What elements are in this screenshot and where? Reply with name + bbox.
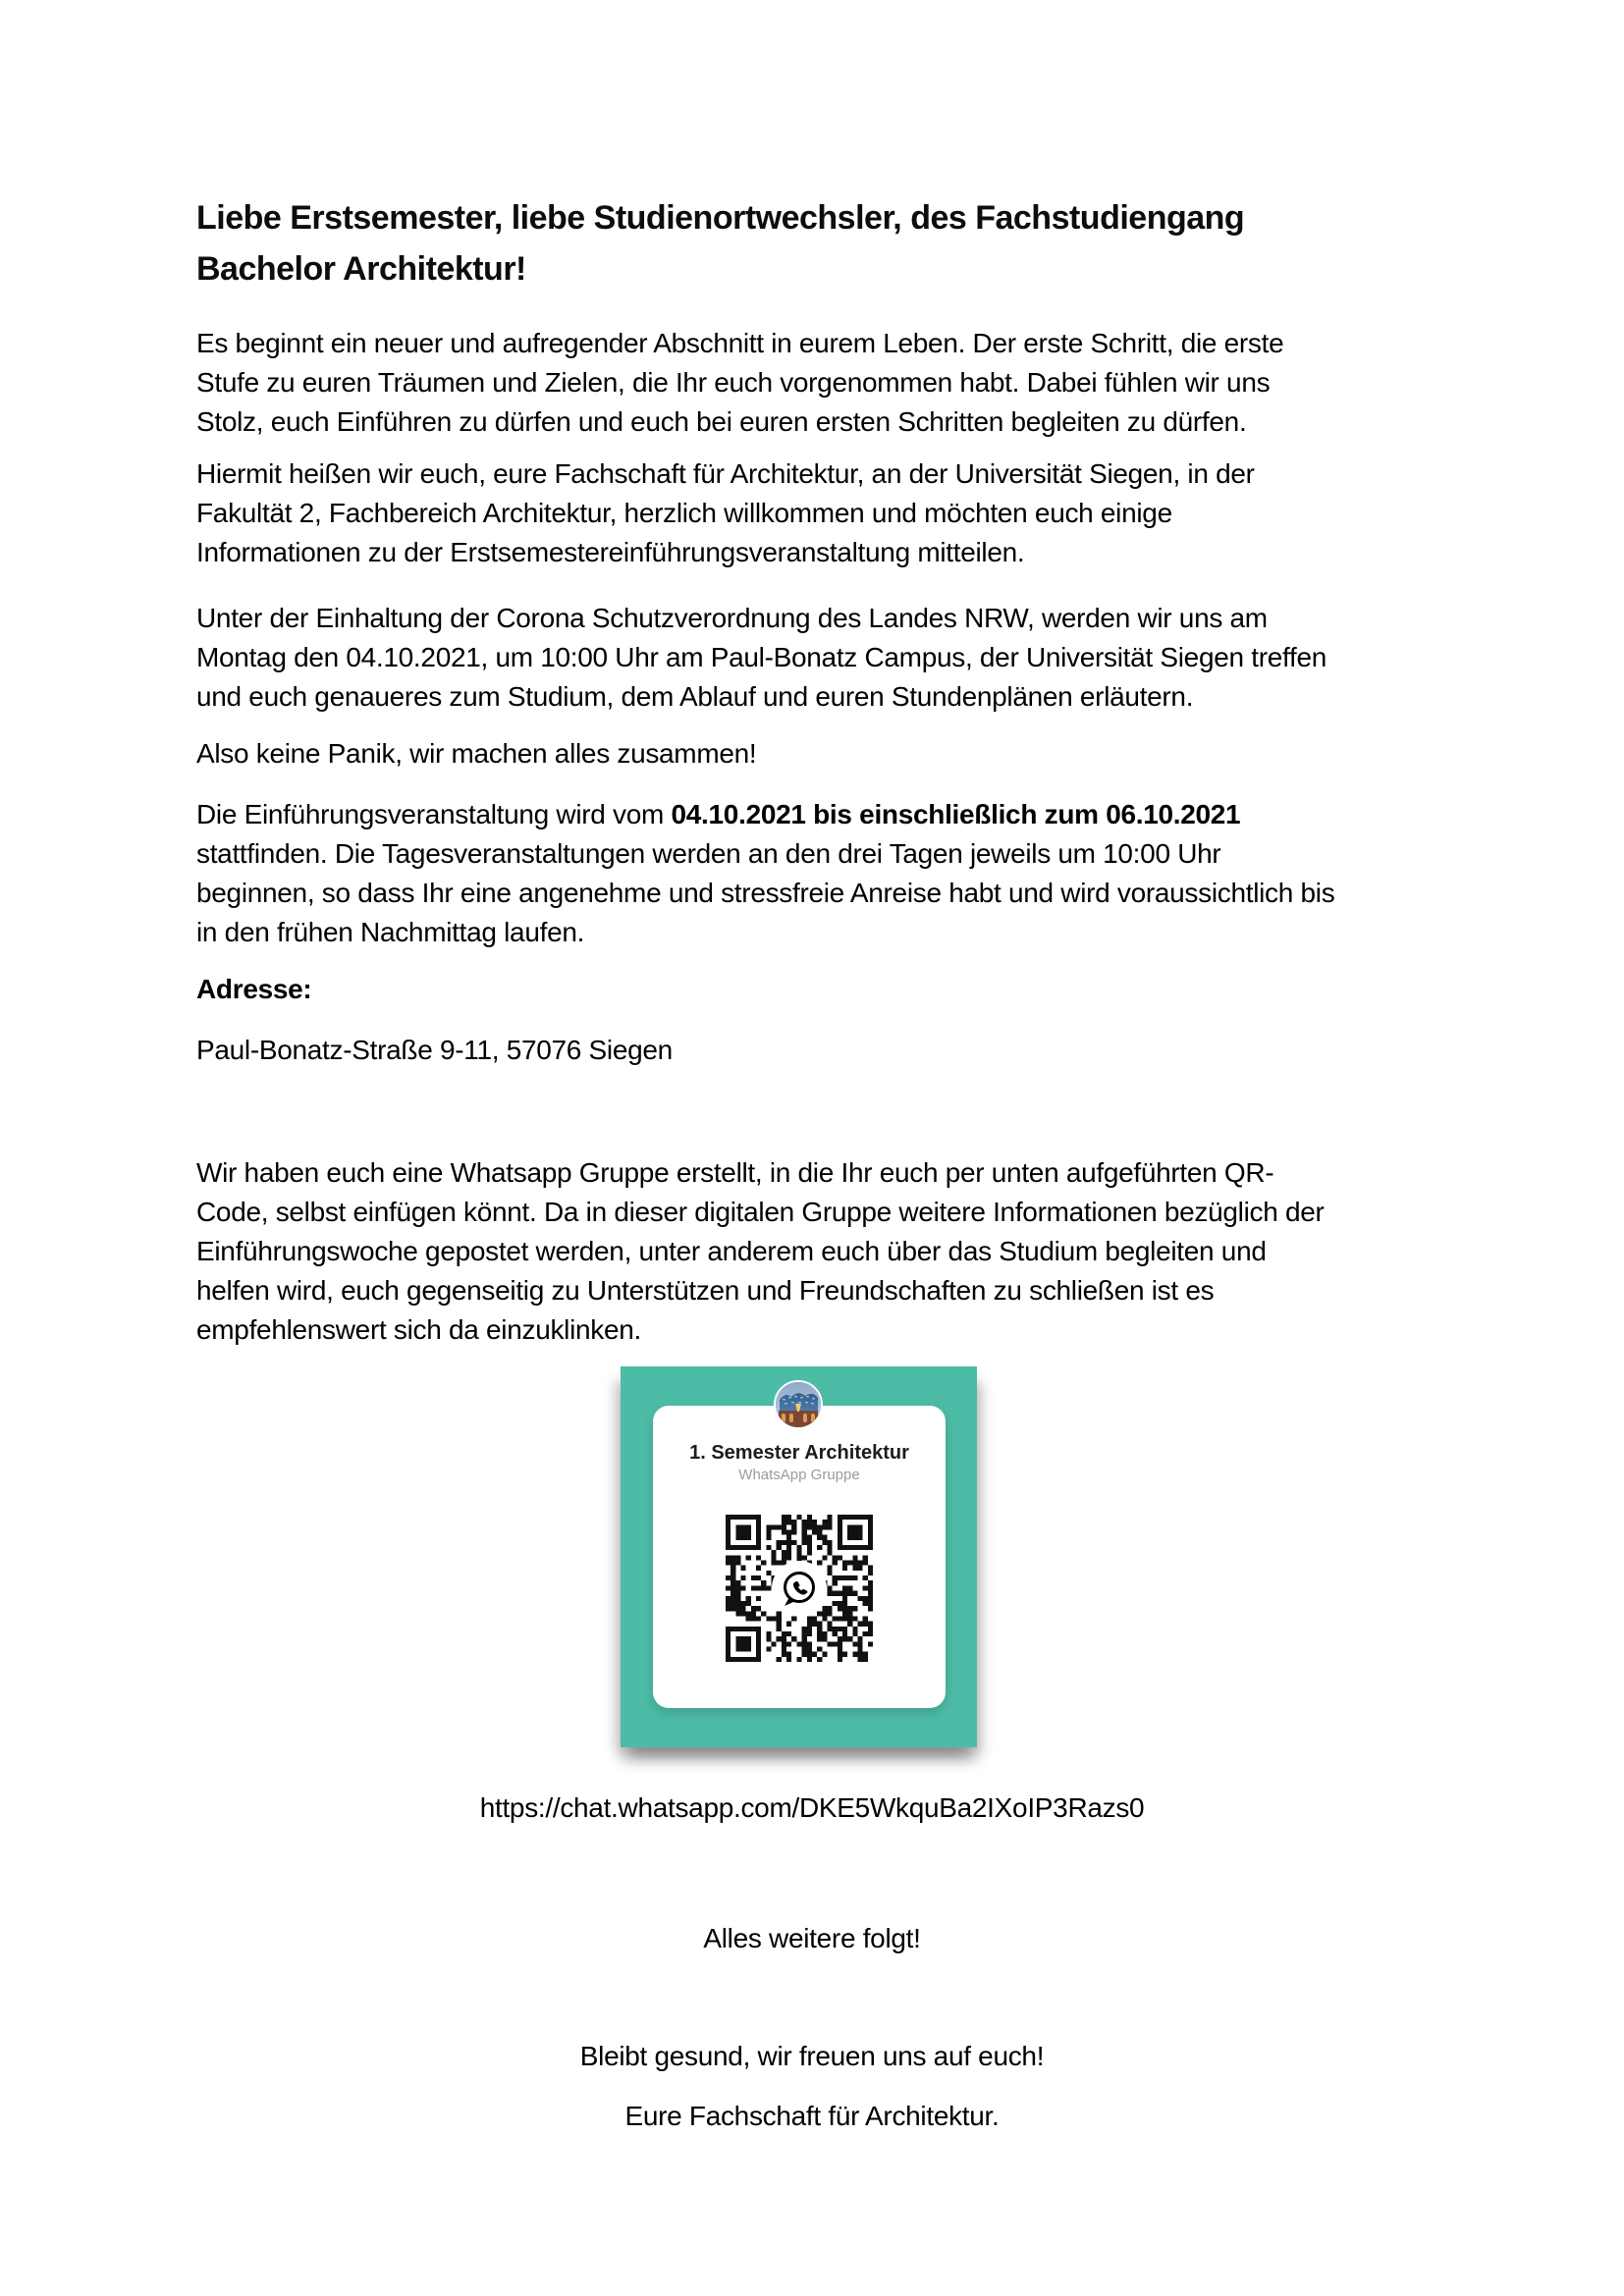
paragraph-welcome bbox=[196, 454, 1428, 572]
paragraph-line: Wir haben euch eine Whatsapp Gruppe erstellt, in die Ihr euch per unten aufgeführten QR- bbox=[196, 1157, 1274, 1188]
paragraph-line: stattfinden. Die Tagesveranstaltungen werden an den drei Tagen jeweils um 10:00 Uhr bbox=[196, 838, 1221, 869]
event-dates-regular: Die Einführungsveranstaltung wird vom bbox=[196, 799, 672, 829]
paragraph-line: in den frühen Nachmittag laufen. bbox=[196, 917, 585, 947]
building-photo-icon bbox=[776, 1382, 821, 1427]
group-name: 1. Semester Architektur bbox=[689, 1442, 909, 1464]
closing-more-to-follow: Alles weitere folgt! bbox=[703, 1923, 921, 1953]
qr-code bbox=[726, 1515, 873, 1662]
paragraph-line: Stolz, euch Einführen zu dürfen und euch bei euren ersten Schritten begleiten zu dürfen. bbox=[196, 406, 1247, 437]
paragraph-line: helfen wird, euch gegenseitig zu Unterstützen und Freundschaften zu schließen ist es bbox=[196, 1275, 1215, 1306]
paragraph-line: Montag den 04.10.2021, um 10:00 Uhr am Paul-Bonatz Campus, der Universität Siegen treffen bbox=[196, 642, 1327, 672]
paragraph-line: Unter der Einhaltung der Corona Schutzverordnung des Landes NRW, werden wir uns am bbox=[196, 603, 1268, 633]
closing-stay-healthy: Bleibt gesund, wir freuen uns auf euch! bbox=[579, 2041, 1045, 2071]
address-label bbox=[196, 970, 1428, 1009]
paragraph-line: Fakultät 2, Fachbereich Architektur, herzlich willkommen und möchten euch einige bbox=[196, 498, 1172, 528]
heading-line-2: Bachelor Architektur! bbox=[196, 250, 526, 288]
whatsapp-invite-image bbox=[621, 1366, 977, 1747]
paragraph-line: beginnen, so dass Ihr eine angenehme und stressfreie Anreise habt und wird voraussichtlich bis bbox=[196, 878, 1335, 908]
address-label-text: Adresse: bbox=[196, 974, 312, 1004]
letter-heading bbox=[196, 192, 1428, 294]
paragraph-line: Informationen zu der Erstsemestereinführungsveranstaltung mitteilen. bbox=[196, 537, 1025, 567]
address-text: Paul-Bonatz-Straße 9-11, 57076 Siegen bbox=[196, 1035, 673, 1065]
paragraph-line: Code, selbst einfügen könnt. Da in dieser digitalen Gruppe weitere Informationen bezüglich der bbox=[196, 1197, 1325, 1227]
whatsapp-icon bbox=[772, 1561, 827, 1616]
group-avatar-building-photo bbox=[774, 1380, 823, 1429]
group-type-label: WhatsApp Gruppe bbox=[738, 1467, 860, 1483]
paragraph-line: Hiermit heißen wir euch, eure Fachschaft für Architektur, an der Universität Siegen, in der bbox=[196, 458, 1255, 489]
paragraph-line: Es beginnt ein neuer und aufregender Abschnitt in eurem Leben. Der erste Schritt, die erste bbox=[196, 328, 1284, 358]
paragraph-intro bbox=[196, 324, 1428, 442]
paragraph-corona-meeting bbox=[196, 599, 1428, 717]
paragraph-line bbox=[196, 795, 1428, 834]
paragraph-line: Einführungswoche gepostet werden, unter anderem euch über das Studium begleiten und bbox=[196, 1236, 1267, 1266]
paragraph-line: Stufe zu euren Träumen und Zielen, die Ihr euch vorgenommen habt. Dabei fühlen wir uns bbox=[196, 367, 1271, 398]
event-dates-bold: 04.10.2021 bis einschließlich zum 06.10.2021 bbox=[671, 799, 1241, 829]
paragraph-line: empfehlenswert sich da einzuklinken. bbox=[196, 1314, 642, 1345]
paragraph-whatsapp-group bbox=[196, 1153, 1428, 1350]
paragraph-no-panic bbox=[196, 734, 1428, 774]
paragraph-line: und euch genaueres zum Studium, dem Ablauf und euren Stundenplänen erläutern. bbox=[196, 681, 1194, 712]
whatsapp-invite-link[interactable]: https://chat.whatsapp.com/DKE5WkquBa2IXoIP3Razs0 bbox=[479, 1792, 1145, 1823]
closing-signature: Eure Fachschaft für Architektur. bbox=[624, 2101, 1000, 2131]
paragraph-line: Also keine Panik, wir machen alles zusammen! bbox=[196, 738, 757, 769]
heading-line-1: Liebe Erstsemester, liebe Studienortwechsler, des Fachstudiengang bbox=[196, 199, 1245, 237]
paragraph-event-dates bbox=[196, 795, 1428, 952]
address bbox=[196, 1031, 1428, 1070]
whatsapp-group-card bbox=[653, 1406, 946, 1708]
